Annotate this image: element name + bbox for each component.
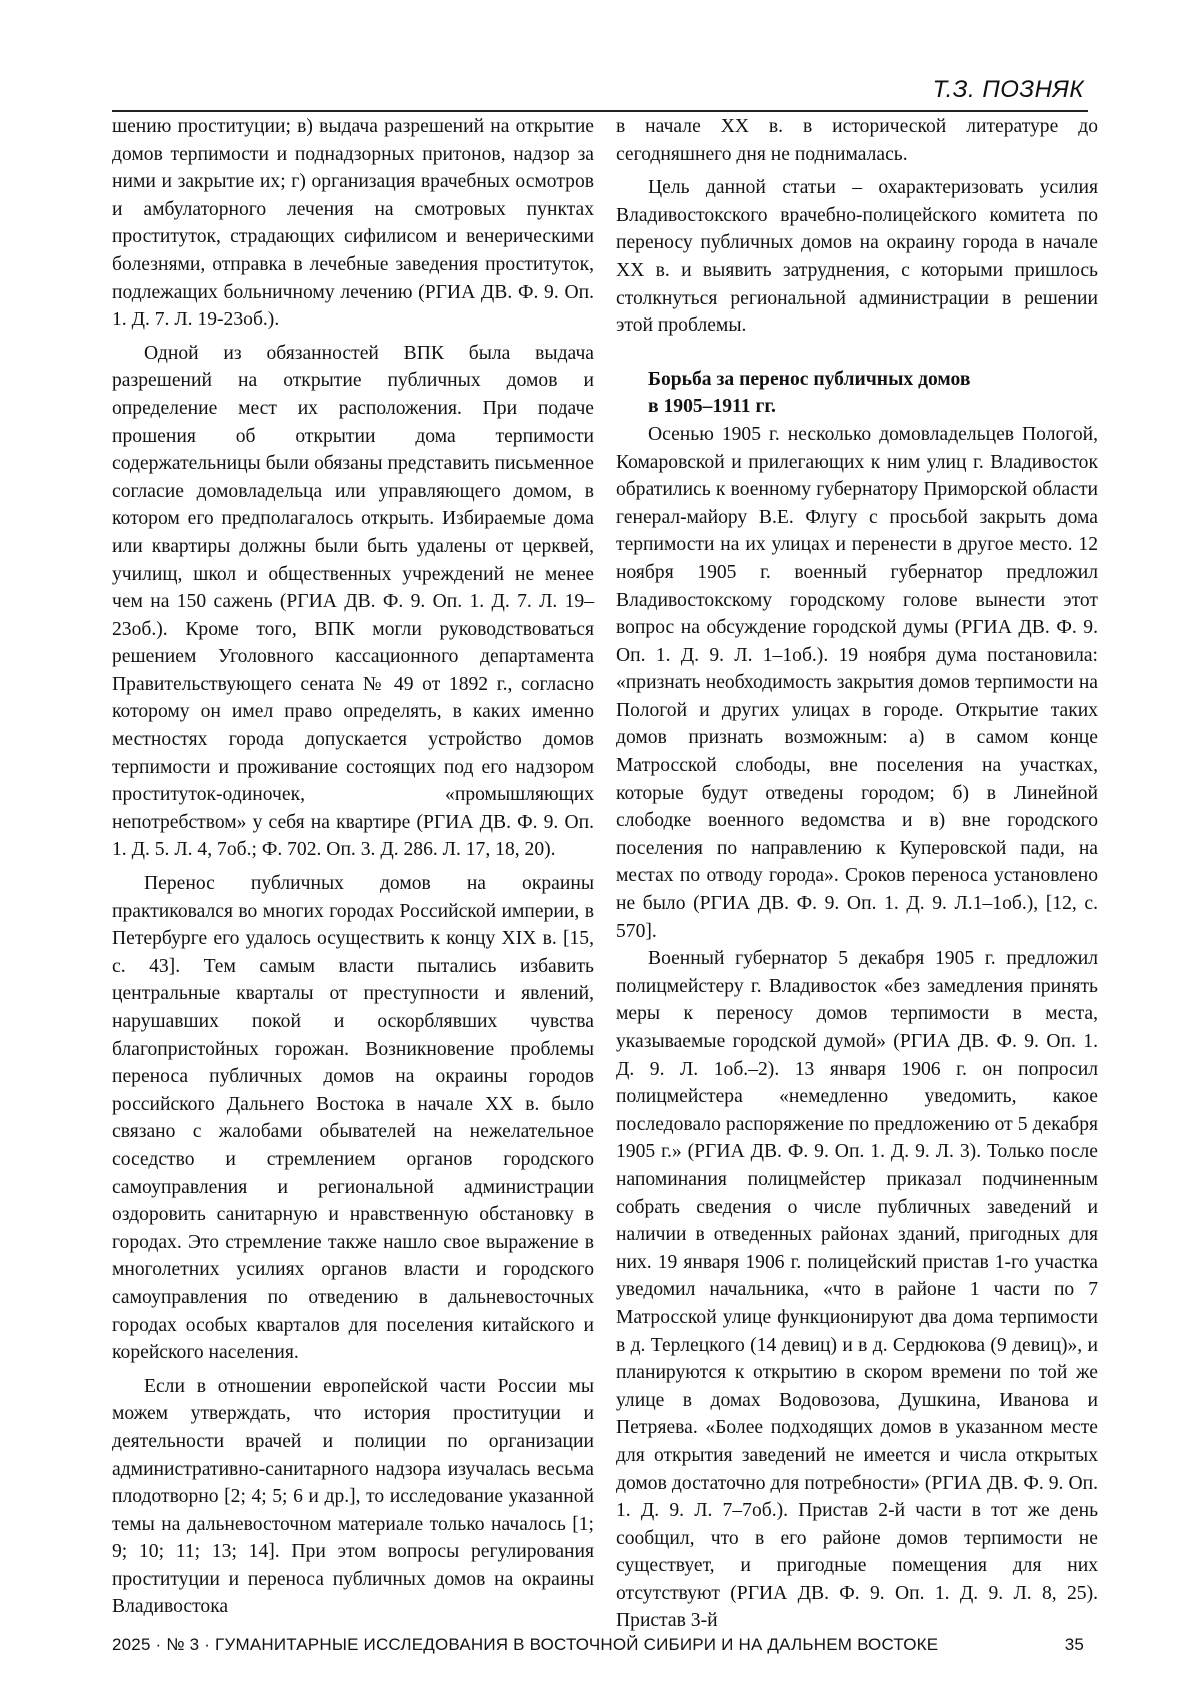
paragraph: Осенью 1905 г. несколько домовладельцев Пологой, Комаровской и прилегающих к ним улиц г. Владивосток обратились к военному губернатору Приморской области генерал-майору В.Е. Флугу с просьбой закрыть дома терпимости на их улицах и перенести в другое место. 12 ноября 1905 г. военный губернатор предложил Владивостокскому городскому голове вынести этот вопрос на обсуждение городской думы (РГИА ДВ. Ф. 9. Оп. 1. Д. 9. Л. 1–1об.). 19 ноября дума постановила: «признать необходимость закрытия домов терпимости на Пологой и других улицах в городе. Открытие таких домов признать возможным: а) в самом конце Матросской слободы, вне поселения на участках, которые будут отведены городом; б) в Линейной слободке военного ведомства и в) вне городского поселения по направлению к Куперовской пади, на местах по отводу города». Сроков переноса установлено не было (РГИА ДВ. Ф. 9. Оп. 1. Д. 9. Л.1–1об.), [12, с. 570]. [616,423,1098,942]
section-heading [616,366,1098,421]
paragraph: Одной из обязанностей ВПК была выдача разрешений на открытие публичных домов и определение мест их расположения. При подаче прошения об открытии дома терпимости содержательницы были обязаны представить письменное согласие домовладельца или управляющего домом, в котором его предполагалось открыть. Избираемые дома или квартиры должны были быть удалены от церквей, училищ, школ и общественных учреждений не менее чем на 150 сажень (РГИА ДВ. Ф. 9. Оп. 1. Д. 7. Л. 19–23об.). Кроме того, ВПК могли руководствоваться решением Уголовного кассационного департамента Правительствующего сената № 49 от 1892 г., согласно которому он имел право определять, в каких именно местностях города допускается устройство домов терпимости и проживание состоящих под его надзором проституток-одиночек, «промышляющих непотребством» у себя на квартире (РГИА ДВ. Ф. 9. Оп. 1. Д. 5. Л. 4, 7об.; Ф. 702. Оп. 3. Д. 286. Л. 17, 18, 20). [112,342,594,861]
journal-title: 2025 · № 3 · ГУМАНИТАРНЫЕ ИССЛЕДОВАНИЯ В ВОСТОЧНОЙ СИБИРИ И НА ДАЛЬНЕМ ВОСТОКЕ [112,1635,939,1654]
running-header [112,76,1088,112]
section-heading-line-1: Борьба за перенос публичных домов [648,368,971,390]
paragraph: шению проституции; в) выдача разрешений на открытие домов терпимости и поднадзорных притонов, надзор за ними и закрытие их; г) организация врачебных осмотров и амбулаторного лечения на смотровых пунктах проституток, страдающих сифилисом и венерическими болезнями, отправка в лечебные заведения проституток, подлежащих больничному лечению (РГИА ДВ. Ф. 9. Оп. 1. Д. 7. Л. 19-23об.). [112,116,594,331]
paragraph: Цель данной статьи – охарактеризовать усилия Владивостокского врачебно-полицейского комитета по переносу публичных домов на окраину города в начале XX в. и выявить затруднения, с которыми пришлось столкнуться региональной администрации в решении этой проблемы. [616,177,1098,337]
section-heading-line-2: в 1905–1911 гг. [648,396,776,418]
right-column [616,113,1098,1635]
paragraph: Если в отношении европейской части России мы можем утверждать, что история проституции и деятельности врачей и полиции по организации административно-санитарного надзора изучалась весьма плодотворно [2; 4; 5; 6 и др.], то исследование указанной темы на дальневосточном материале только началось [1; 9; 10; 11; 13; 14]. При этом вопросы регулирования проституции и переноса публичных домов на окраины Владивостока [112,1375,594,1618]
page-number: 35 [1064,1635,1084,1654]
paragraph: Военный губернатор 5 декабря 1905 г. предложил полицмейстеру г. Владивосток «без замедления принять меры к переносу домов терпимости в места, указываемые городской думой» (РГИА ДВ. Ф. 9. Оп. 1. Д. 9. Л. 1об.–2). 13 января 1906 г. он попросил полицмейстера «немедленно уведомить, какое последовало распоряжение по предложению от 5 декабря 1905 г.» (РГИА ДВ. Ф. 9. Оп. 1. Д. 9. Л. 3). Только после напоминания полицмейстер приказал подчиненным собрать сведения о числе публичных заведений и наличии в отведенных районах зданий, пригодных для них. 19 января 1906 г. полицейский пристав 1-го участка уведомил начальника, «что в районе 1 части по 7 Матросской улице функционируют два дома терпимости в д. Терлецкого (14 девиц) и в д. Сердюкова (9 девиц)», и планируются к открытию в скором времени по той же улице в домах Водовозова, Душкина, Иванова и Петряева. «Более подходящих домов в указанном месте для открытия заведений не имеется и числа открытых домов достаточно для потребности» (РГИА ДВ. Ф. 9. Оп. 1. Д. 9. Л. 7–7об.). Пристав 2-й части в тот же день сообщил, что в его районе домов терпимости не существует, и пригодные помещения для них отсутствуют (РГИА ДВ. Ф. 9. Оп. 1. Д. 9. Л. 8, 25). Пристав 3-й [616,948,1098,1632]
author-name: Т.З. ПОЗНЯК [932,76,1084,103]
paragraph: в начале XX в. в исторической литературе до сегодняшнего дня не поднималась. [616,116,1098,165]
left-column [112,113,594,1621]
paragraph: Перенос публичных домов на окраины практиковался во многих городах Российской империи, в Петербурге его удалось осуществить к концу XIX в. [15, с. 43]. Тем самым власти пытались избавить центральные кварталы от преступности и явлений, нарушавших покой и оскорблявших чувства благопристойных горожан. Возникновение проблемы переноса публичных домов на окраины городов российского Дальнего Востока в начале XX в. было связано с жалобами обывателей на нежелательное соседство и стремлением органов городского самоуправления и региональной администрации оздоровить санитарную и нравственную обстановку в городах. Это стремление также нашло свое выражение в многолетних усилиях органов власти и городского самоуправления по отведению в дальневосточных городах особых кварталов для поселения китайского и корейского населения. [112,873,594,1364]
page-footer [112,1635,1088,1655]
